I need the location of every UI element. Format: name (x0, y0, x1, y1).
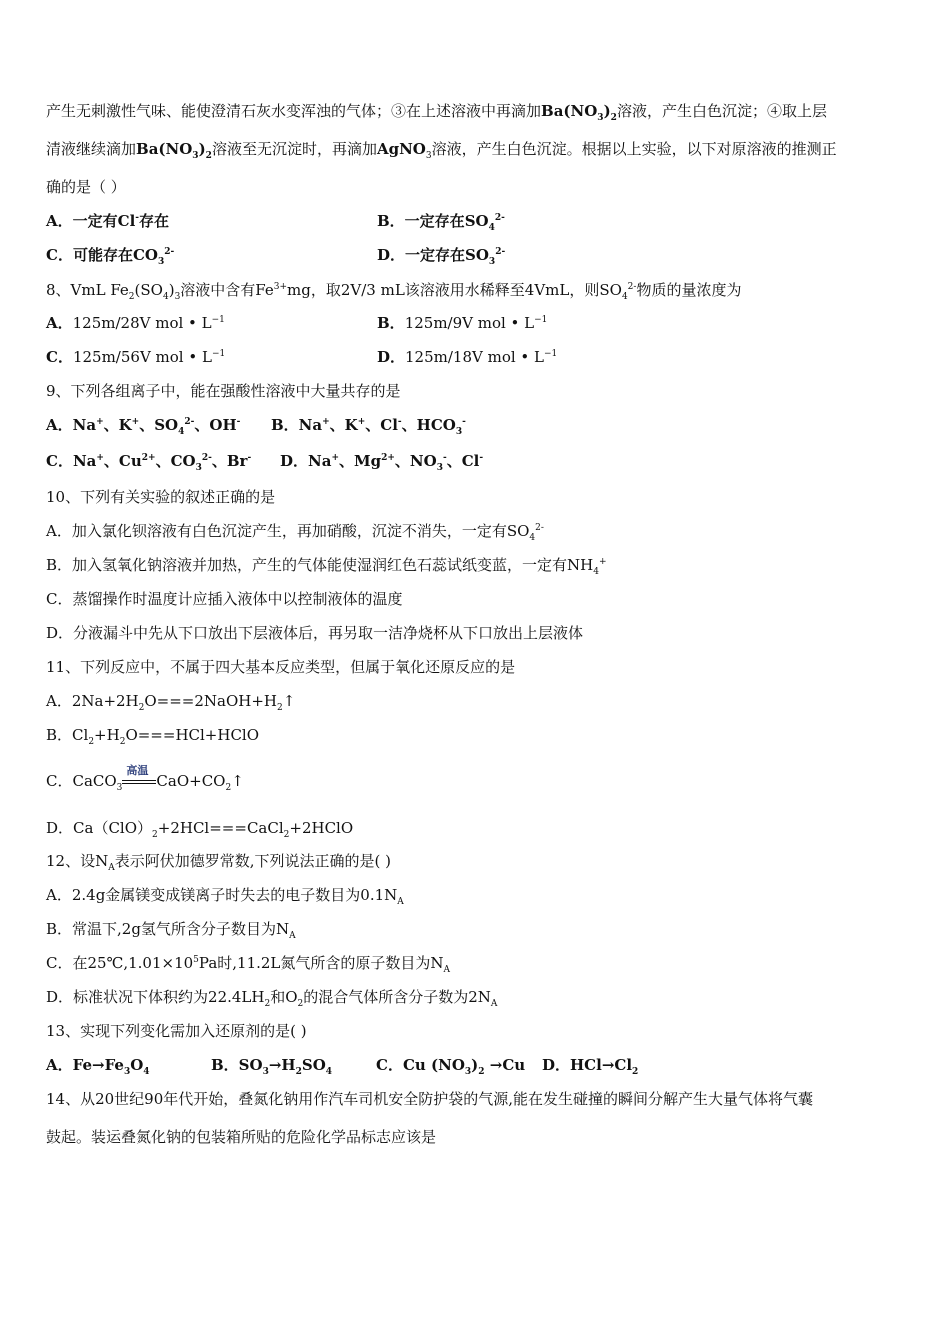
q7-line-1 (46, 101, 827, 121)
formula: Ba(NO (136, 140, 193, 158)
reaction-condition (122, 764, 156, 789)
q7-text: 溶液，产生白色沉淀。根据以上实验，以下对原溶液的推测正 (431, 140, 837, 158)
q8-stem: 8、VmL $Fe_2(SO_4)_3$溶液中含有$Fe^{3+}mg$，取2V/3 mL该溶液用水稀释至4VmL，则$SO_4^{2-}$物质的量浓度为 (46, 281, 742, 302)
option-a: A．一定有Cl-存在 (46, 212, 170, 230)
q10-stem: 10、下列有关实验的叙述正确的是 (46, 488, 276, 506)
equals-line (122, 780, 156, 781)
option-d: D．一定存在$SO_3^{2-}$ (377, 246, 506, 267)
option-d: D．Na+、$Mg^{2+}$、$NO_3^-$、Cl- (280, 452, 484, 473)
q7-options-cd (46, 245, 506, 267)
q11-option-d: D．$Ca(ClO)_2+2HCl===CaCl_2+2HClO$ (46, 819, 354, 840)
option-b: B．125m/9V mol • $L^{-1}$ (377, 314, 548, 332)
option-c: C．Na+、$Cu^{2+}$、$CO_3^{2-}$、Br- (46, 452, 252, 473)
equals-line (122, 783, 156, 784)
q7-text: 产生无刺激性气味、能使澄清石灰水变浑浊的气体；③在上述溶液中再滴加 (46, 102, 542, 120)
option-d: D．125m/18V mol • $L^{-1}$ (377, 348, 558, 366)
q7-text: 清液继续滴加 (46, 140, 137, 158)
q11-option-a: A．$2Na+2H_2O===2NaOH+H_2↑$ (46, 692, 296, 713)
q10-option-d: D．分液漏斗中先从下口放出下层液体后，再另取一洁净烧杯从下口放出上层液体 (46, 624, 584, 642)
q11-option-b: B．$Cl_2+H_2O===HCl+HClO$ (46, 726, 260, 747)
formula: AgNO (376, 140, 426, 158)
high-temperature-label: 高温 (126, 764, 149, 777)
q7-line-3 (46, 177, 126, 197)
formula: ) (603, 102, 611, 120)
q12-stem: 12、设$N_A$表示阿伏加德罗常数,下列说法正确的是( ) (46, 852, 391, 873)
q12-option-b: B．常温下,2g氢气所含分子数目为$N_A$ (46, 920, 296, 941)
q10-option-b: B．加入氢氧化钠溶液并加热，产生的气体能使湿润红色石蕊试纸变蓝，一定有$NH_4^+$ (46, 556, 607, 577)
q7-text: 溶液，产生白色沉淀；④取上层 (616, 102, 827, 120)
q11-stem: 11、下列反应中，不属于四大基本反应类型，但属于氧化还原反应的是 (46, 658, 516, 676)
option-c: C．Cu $(NO_3)_2 \to Cu$ (376, 1056, 526, 1077)
q14-line-2: 鼓起。装运叠氮化钠的包装箱所贴的危险化学品标志应该是 (46, 1128, 437, 1146)
option-c: C．125m/56V mol • $L^{-1}$ (46, 348, 226, 366)
subscript: 3 (597, 113, 604, 123)
q14-line-1: 14、从20世纪90年代开始，叠氮化钠用作汽车司机安全防护袋的气源,能在发生碰撞的瞬间分解产生大量气体将气囊 (46, 1090, 814, 1108)
subscript: 2 (205, 151, 212, 161)
q12-option-c: C．在$25℃,1.01\times 10^5Pa$时,11.2L氮气所含的原子数目为$N_A$ (46, 954, 451, 975)
q7-options-ab (46, 211, 505, 233)
option-a: A．Na+、K+、$SO_4^{2-}$、OH- (46, 416, 241, 437)
q12-option-d: D．标准状况下体积约为$22.4LH_2$和$O_2$的混合气体所含分子数为$2N_A$ (46, 988, 498, 1009)
q7-text: 溶液至无沉淀时，再滴加 (211, 140, 377, 158)
q11-option-c: C．CaCO$_3$ 高温 $CaO+CO_2↑$ (46, 771, 244, 791)
q10-option-a: A．加入氯化钡溶液有白色沉淀产生，再加硝酸，沉淀不消失，一定有$SO_4^{2-}$ (46, 522, 544, 543)
subscript: 3 (425, 151, 432, 161)
subscript: 2 (610, 113, 617, 123)
formula: Ba(NO (541, 102, 598, 120)
subscript: 3 (192, 151, 199, 161)
q13-stem: 13、实现下列变化需加入还原剂的是( ) (46, 1022, 307, 1040)
q13-options (46, 1055, 639, 1077)
q10-option-c: C．蒸馏操作时温度计应插入液体中以控制液体的温度 (46, 590, 403, 608)
formula: ) (198, 140, 206, 158)
option-b: B．$SO_3\to H_2SO_4$ (211, 1056, 333, 1077)
option-a: A．$Fe\to Fe_3O_4$ (46, 1056, 150, 1077)
q9-stem: 9、下列各组离子中，能在强酸性溶液中大量共存的是 (46, 382, 401, 400)
option-b: B．Na+、K+、Cl-、$HCO_3^-$ (271, 416, 466, 437)
q8-options-ab (46, 313, 548, 333)
option-c: C．可能存在$CO_3^{2-}$ (46, 246, 175, 267)
option-a: A．125m/28V mol • $L^{-1}$ (46, 314, 225, 332)
q7-line-2 (46, 139, 837, 159)
option-d: D．$HCl\to Cl_2$ (542, 1056, 639, 1077)
q8-options-cd (46, 347, 558, 367)
option-b: B．一定存在$SO_4^{2-}$ (377, 212, 505, 233)
q7-text: 确的是（ ） (46, 178, 126, 196)
q9-options-cd (46, 451, 484, 473)
q12-option-a: A．2.4g金属镁变成镁离子时失去的电子数目为$0.1N_A$ (46, 886, 404, 907)
q9-options-ab (46, 415, 466, 437)
